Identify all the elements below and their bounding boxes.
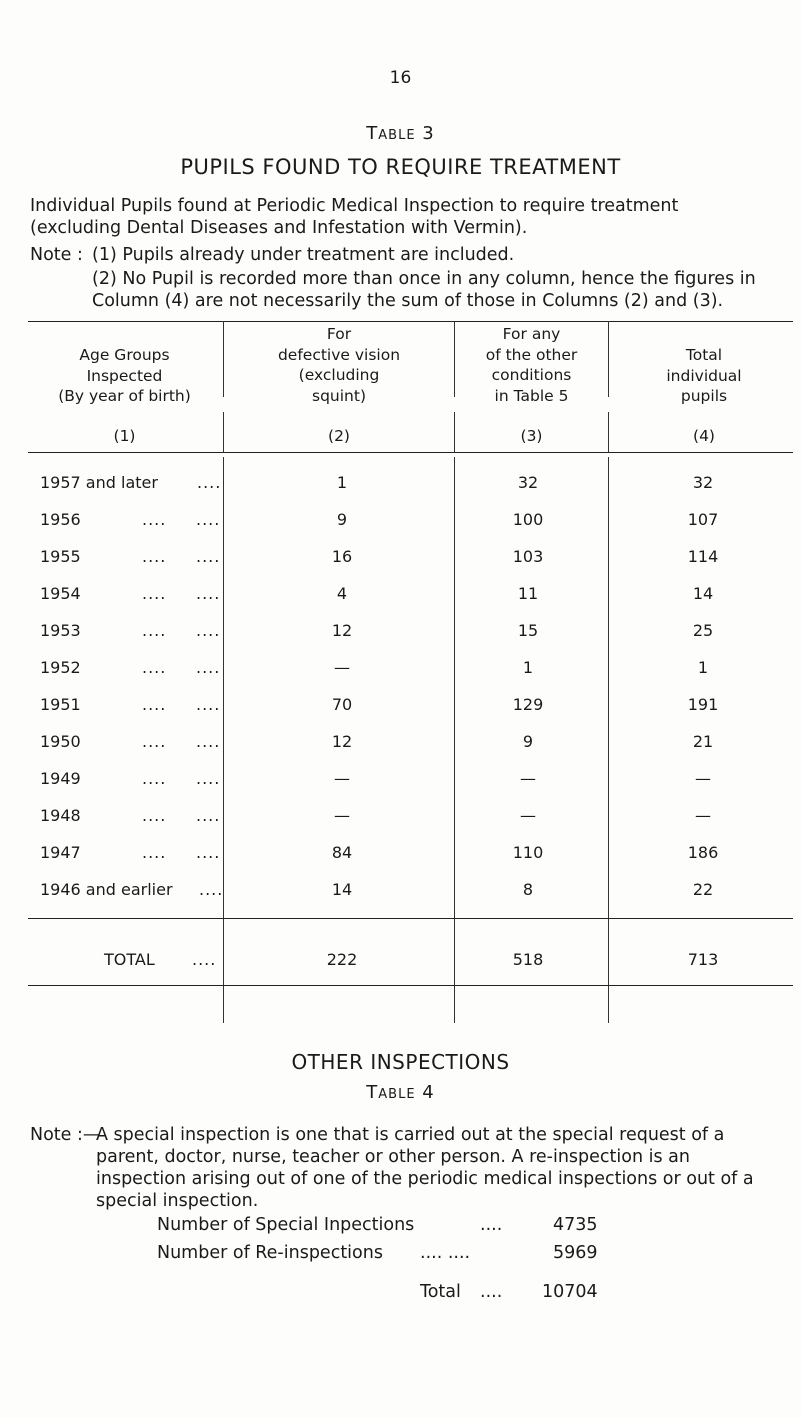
table-row: 1955 .... .... 16 103 114 (40, 547, 719, 566)
header-col-4: Total individual pupils (666, 346, 742, 405)
table-3-heading: PUPILS FOUND TO REQUIRE TREATMENT (180, 155, 621, 179)
note-2: (2) No Pupil is recorded more than once in any column, hence the figures in Column (4) are not necessarily the sum of those in Columns (2) and (3). (92, 269, 756, 311)
note-1: (1) Pupils already under treatment are included. (92, 245, 515, 265)
table-total-row: TOTAL .... 222 518 713 (104, 950, 719, 969)
reinspections-dots: .... .... (420, 1243, 471, 1263)
table-4-note-label: Note :— (30, 1125, 101, 1145)
total-value: 10704 (542, 1282, 598, 1302)
table-row: 1951 .... .... 70 129 191 (40, 695, 719, 714)
table-4-title: Table 4 (366, 1082, 435, 1103)
table-row: 1956 .... .... 9 100 107 (40, 510, 719, 529)
special-inspections-value: 4735 (553, 1215, 598, 1235)
table-4-note: A special inspection is one that is carried out at the special request of a parent, doctor, nurse, teacher or other person. A re-inspection is an inspection arising out of one of the periodic medical inspections or out of a special inspection. (96, 1125, 754, 1211)
table-top-rule (28, 321, 793, 322)
header-num-3: (3) (520, 427, 543, 445)
table-row: 1948 .... .... — — — (40, 806, 711, 825)
table-row: 1950 .... .... 12 9 21 (40, 732, 714, 751)
page-number: 16 (389, 68, 412, 88)
header-num-4: (4) (693, 427, 715, 445)
reinspections-value: 5969 (553, 1243, 598, 1263)
table-3-intro: Individual Pupils found at Periodic Medical Inspection to require treatment (excluding Dental Diseases and Infestation with Vermin). (30, 196, 679, 238)
table-row: 1947 .... .... 84 110 186 (40, 843, 719, 862)
total-dots: .... (480, 1282, 503, 1302)
table-row: 1952 .... .... — 1 1 (40, 658, 709, 677)
special-inspections-dots: .... (480, 1215, 503, 1235)
note-label: Note : (30, 245, 83, 265)
table-4-heading: OTHER INSPECTIONS (291, 1050, 510, 1074)
header-bottom-rule (28, 452, 793, 453)
reinspections-label: Number of Re-inspections (157, 1243, 383, 1263)
table-row: 1954 .... .... 4 11 14 (40, 584, 714, 603)
table-row: 1949 .... .... — — — (40, 769, 711, 788)
header-col-2: For defective vision (excluding squint) (277, 325, 401, 405)
total-top-rule (28, 918, 793, 919)
table-row: 1946 and earlier .... 14 8 22 (40, 880, 714, 899)
table-3-title: Table 3 (366, 123, 435, 144)
total-label: Total (420, 1282, 461, 1302)
header-num-1: (1) (113, 427, 136, 445)
header-col-1: Age Groups Inspected (By year of birth) (58, 346, 191, 405)
table-row: 1957 and later .... 1 32 32 (40, 473, 714, 492)
table-row: 1953 .... .... 12 15 25 (40, 621, 714, 640)
header-num-2: (2) (328, 427, 350, 445)
header-col-3: For any of the other conditions in Table 5 (485, 325, 578, 405)
special-inspections-label: Number of Special Inpections (157, 1215, 415, 1235)
table-bottom-rule (28, 985, 793, 986)
